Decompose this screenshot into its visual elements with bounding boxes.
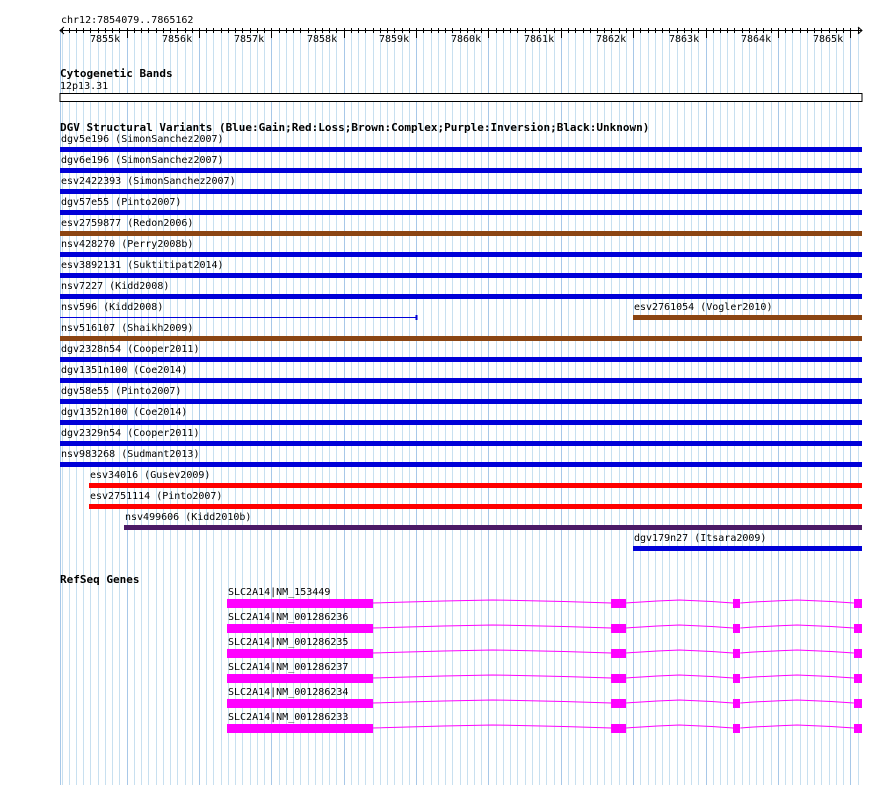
ruler-tick-label: 7861k [524,34,555,45]
refseq-exon[interactable] [611,624,626,633]
refseq-track-header[interactable]: RefSeq Genes [60,573,140,586]
ruler-tick-label: 7864k [741,34,772,45]
ruler-tick-label: 7859k [379,34,410,45]
refseq-exon[interactable] [854,649,862,658]
refseq-exon[interactable] [227,649,373,658]
refseq-intron [626,725,733,728]
refseq-exon[interactable] [227,624,373,633]
dgv-feature-bar[interactable] [89,504,862,509]
dgv-feature-bar[interactable] [60,273,862,278]
dgv-feature-bar[interactable] [60,399,862,404]
refseq-exon[interactable] [733,599,740,608]
refseq-exon[interactable] [227,699,373,708]
refseq-transcript-label[interactable]: SLC2A14|NM_001286237 [228,662,349,673]
dgv-feature-label[interactable]: dgv2329n54 (Cooper2011) [61,428,200,439]
refseq-intron [626,675,733,678]
ruler-tick-label: 7858k [307,34,338,45]
dgv-feature-bar[interactable] [60,189,862,194]
refseq-exon[interactable] [227,674,373,683]
dgv-feature-label[interactable]: esv2761054 (Vogler2010) [634,302,773,313]
dgv-feature-label[interactable]: nsv983268 (Sudmant2013) [61,449,200,460]
refseq-intron [626,625,733,628]
ruler-tick-label: 7856k [162,34,193,45]
refseq-exon[interactable] [733,699,740,708]
dgv-feature-label[interactable]: nsv499606 (Kidd2010b) [125,512,252,523]
refseq-intron [626,700,733,703]
dgv-feature-label[interactable]: dgv2328n54 (Cooper2011) [61,344,200,355]
cytoband-bar[interactable] [60,94,862,102]
refseq-exon[interactable] [611,699,626,708]
position-label: chr12:7854079..7865162 [61,15,194,26]
refseq-exon[interactable] [733,649,740,658]
ruler-tick-label: 7865k [813,34,844,45]
refseq-transcript-label[interactable]: SLC2A14|NM_001286234 [228,687,349,698]
refseq-intron [626,600,733,603]
dgv-feature-bar[interactable] [60,378,862,383]
ruler-tick-label: 7855k [90,34,121,45]
dgv-feature-label[interactable]: dgv1351n100 (Coe2014) [61,365,188,376]
dgv-feature-label[interactable]: esv34016 (Gusev2009) [90,470,211,481]
refseq-transcript-label[interactable]: SLC2A14|NM_001286233 [228,712,349,723]
dgv-feature-bar[interactable] [60,336,862,341]
dgv-feature-label[interactable]: nsv7227 (Kidd2008) [61,281,170,292]
dgv-feature-bar[interactable] [60,168,862,173]
refseq-transcript-label[interactable]: SLC2A14|NM_153449 [228,587,331,598]
ruler-tick-label: 7862k [596,34,627,45]
dgv-feature-label[interactable]: dgv58e55 (Pinto2007) [61,386,182,397]
dgv-feature-label[interactable]: dgv6e196 (SimonSanchez2007) [61,155,224,166]
dgv-feature-label[interactable]: nsv516107 (Shaikh2009) [61,323,194,334]
refseq-exon[interactable] [227,599,373,608]
dgv-feature-label[interactable]: esv2751114 (Pinto2007) [90,491,223,502]
dgv-feature-bar[interactable] [60,294,862,299]
refseq-exon[interactable] [854,624,862,633]
dgv-feature-label[interactable]: esv3892131 (Suktitipat2014) [61,260,224,271]
dgv-feature-label[interactable]: esv2759877 (Redon2006) [61,218,194,229]
dgv-feature-label[interactable]: dgv1352n100 (Coe2014) [61,407,188,418]
dgv-feature-bar[interactable] [60,441,862,446]
refseq-exon[interactable] [854,724,862,733]
dgv-track-header[interactable]: DGV Structural Variants (Blue:Gain;Red:Loss;Brown:Complex;Purple:Inversion;Black:Unknown) [60,121,650,134]
refseq-exon[interactable] [611,649,626,658]
refseq-exon[interactable] [733,674,740,683]
ruler-tick-label: 7863k [669,34,700,45]
refseq-exon[interactable] [227,724,373,733]
refseq-exon[interactable] [611,674,626,683]
cytoband-label: 12p13.31 [60,81,109,92]
dgv-feature-bar[interactable] [633,315,862,320]
dgv-feature-bar[interactable] [633,546,862,551]
refseq-transcript-label[interactable]: SLC2A14|NM_001286235 [228,637,349,648]
dgv-feature-bar[interactable] [60,357,862,362]
dgv-feature-bar[interactable] [60,147,862,152]
refseq-exon[interactable] [854,699,862,708]
refseq-exon[interactable] [854,674,862,683]
refseq-transcript-label[interactable]: SLC2A14|NM_001286236 [228,612,349,623]
dgv-feature-label[interactable]: esv2422393 (SimonSanchez2007) [61,176,236,187]
dgv-feature-bar[interactable] [60,420,862,425]
refseq-exon[interactable] [611,599,626,608]
dgv-feature-label[interactable]: nsv596 (Kidd2008) [61,302,164,313]
refseq-exon[interactable] [733,724,740,733]
dgv-feature-label[interactable]: dgv57e55 (Pinto2007) [61,197,182,208]
dgv-feature-label[interactable]: nsv428270 (Perry2008b) [61,239,194,250]
dgv-feature-bar[interactable] [60,210,862,215]
refseq-exon[interactable] [733,624,740,633]
dgv-feature-label[interactable]: dgv5e196 (SimonSanchez2007) [61,134,224,145]
cytoband-track-header[interactable]: Cytogenetic Bands [60,67,173,80]
dgv-feature-bar[interactable] [60,231,862,236]
dgv-feature-bar[interactable] [89,483,862,488]
dgv-feature-label[interactable]: dgv179n27 (Itsara2009) [634,533,767,544]
dgv-feature-bar[interactable] [124,525,862,530]
refseq-intron [626,650,733,653]
ruler-tick-label: 7857k [234,34,265,45]
dgv-feature-bar[interactable] [60,252,862,257]
refseq-exon[interactable] [854,599,862,608]
ruler-tick-label: 7860k [451,34,482,45]
dgv-feature-bar[interactable] [60,462,862,467]
refseq-exon[interactable] [611,724,626,733]
